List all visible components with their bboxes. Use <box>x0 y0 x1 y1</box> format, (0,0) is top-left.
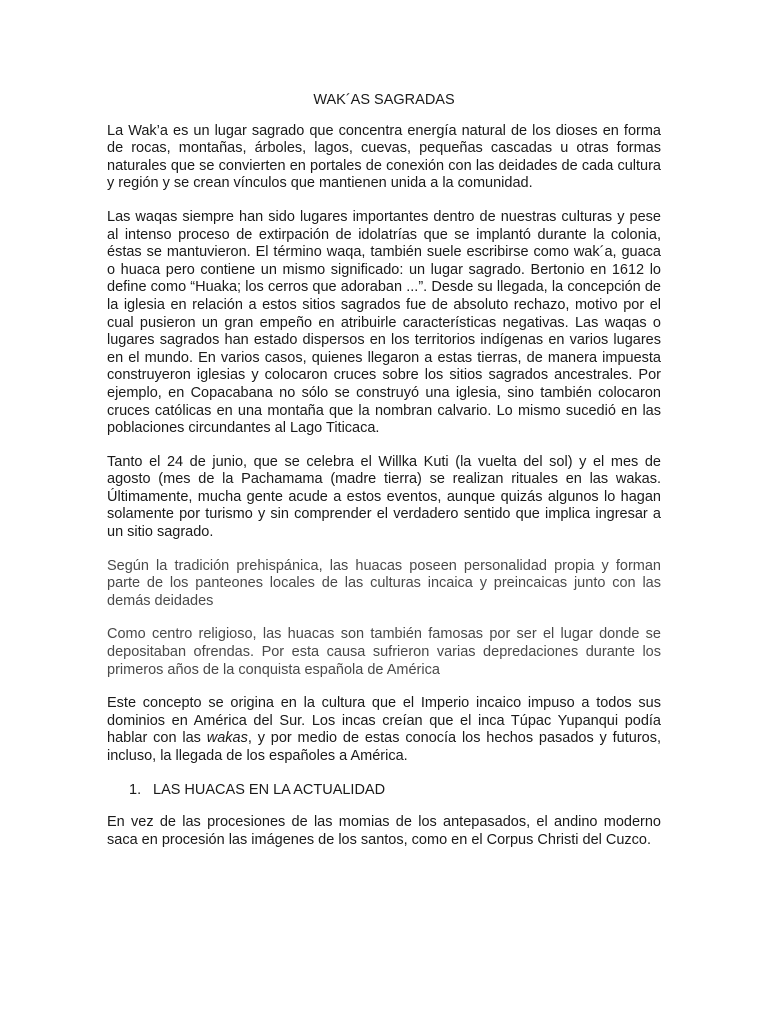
paragraph-1: La Wak’a es un lugar sagrado que concentra energía natural de los dioses en forma de rocas, montañas, árboles, lagos, cuevas, pequeñas cascadas u otras formas naturales que se convierten en portales de conexión con las deidades de cada cultura y región y se crean vínculos que mantienen unida a la comunidad. <box>107 122 661 192</box>
paragraph-2: Las waqas siempre han sido lugares importantes dentro de nuestras culturas y pese al intenso proceso de extirpación de idolatrías que se implantó durante la colonia, éstas se mantuvieron. El término waqa, también suele escribirse como wak´a, guaca o huaca pero contiene un mismo significado: un lugar sagrado. Bertonio en 1612 lo define como “Huaka; los cerros que adoraban ...”. Desde su llegada, la concepción de la iglesia en relación a estos sitios sagrados fue de absoluto rechazo, motivo por el cual pusieron un gran empeño en atribuirle características negativas. Las waqas o lugares sagrados han estado dispersos en los territorios indígenas en varios lugares en el mundo. En varios casos, quienes llegaron a estas tierras, de manera impuesta construyeron iglesias y colocaron cruces sobre los sitios sagrados ancestrales. Por ejemplo, en Copacabana no sólo se construyó una iglesia, sino también colocaron cruces católicas en una montaña que la nombran calvario. Lo mismo sucedió en las poblaciones circundantes al Lago Titicaca. <box>107 208 661 437</box>
document-title: WAK´AS SAGRADAS <box>313 92 455 108</box>
section-heading <box>107 782 661 800</box>
section-heading-text: LAS HUACAS EN LA ACTUALIDAD <box>153 781 386 798</box>
paragraph-6-text-start: Este concepto se origina en la cultura que el Imperio incaico impuso a todos sus dominios en América del Sur. Los incas creían que el inca Túpac Yupanqui podía hablar con las <box>107 695 661 747</box>
paragraph-3: Tanto el 24 de junio, que se celebra el Willka Kuti (la vuelta del sol) y el mes de agosto (mes de la Pachamama (madre tierra) se realizan rituales en las wakas. Últimamente, mucha gente acude a estos eventos, aunque quizás algunos lo hagan solamente por turismo y sin comprender el verdadero sentido que implica ingresar a un sitio sagrado. <box>107 453 661 541</box>
paragraph-6-text-end: , y por medio de estas conocía los hechos pasados y futuros, incluso, la llegada de los españoles a América. <box>107 730 661 764</box>
section-number: 1. <box>129 781 142 798</box>
paragraph-4: Según la tradición prehispánica, las huacas poseen personalidad propia y forman parte de los panteones locales de las culturas incaica y preincaicas junto con las demás deidades <box>107 557 661 609</box>
paragraph-6 <box>107 695 661 765</box>
paragraph-5: Como centro religioso, las huacas son también famosas por ser el lugar donde se depositaban ofrendas. Por esta causa sufrieron varias depredaciones durante los primeros años de la conquista española de América <box>107 626 661 678</box>
document-page <box>107 92 661 865</box>
closing-paragraph: En vez de las procesiones de las momias de los antepasados, el andino moderno saca en procesión las imágenes de los santos, como en el Corpus Christi del Cuzco. <box>107 814 661 848</box>
paragraph-6-italic-term: wakas <box>206 730 248 747</box>
